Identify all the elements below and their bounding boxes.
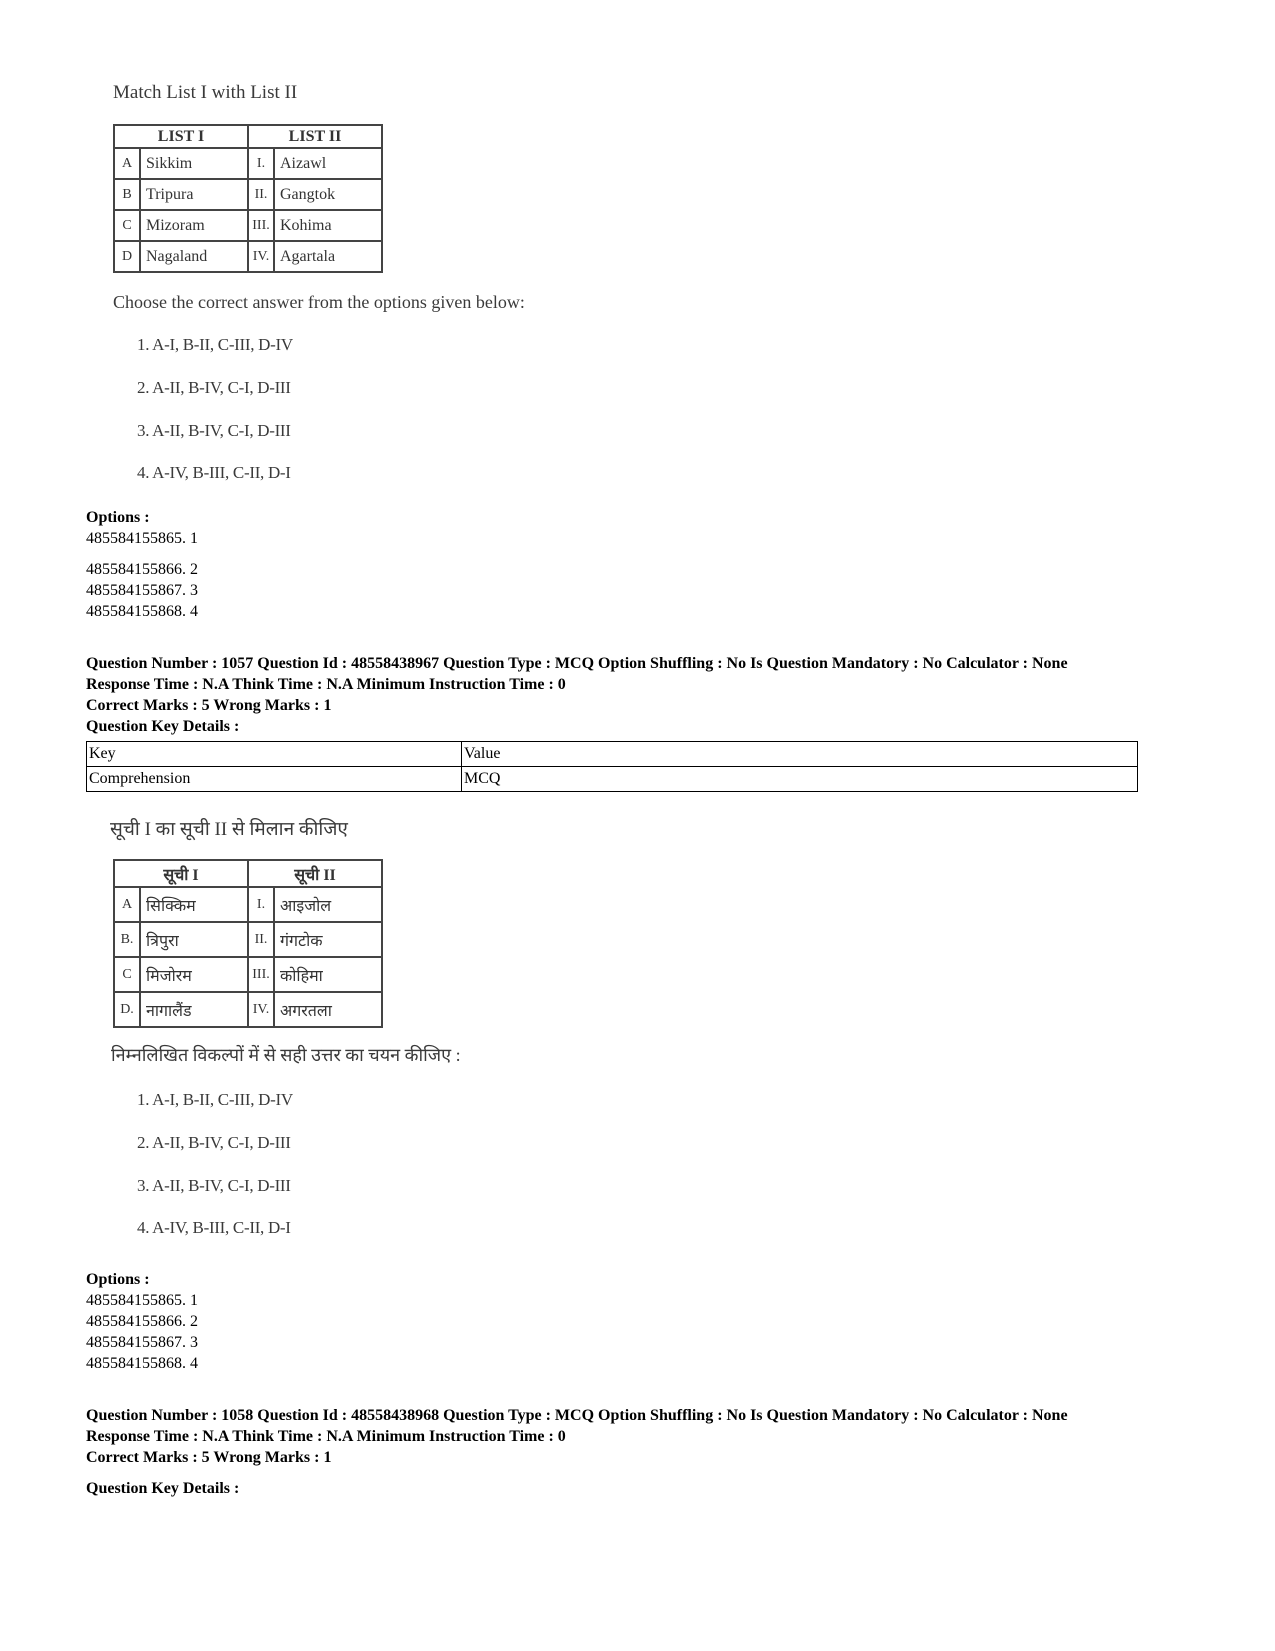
image-option-4: 4. A-IV, B-III, C-II, D-I bbox=[137, 463, 291, 482]
list1-item: नागालैंड bbox=[140, 992, 248, 1027]
option-item: 485584155866. 2 bbox=[86, 561, 198, 578]
key-cell: Comprehension bbox=[87, 767, 462, 792]
list2-item: आइजोल bbox=[274, 887, 382, 922]
list2-item: अगरतला bbox=[274, 992, 382, 1027]
option-item: 485584155866. 2 bbox=[86, 1313, 198, 1330]
question-time-line: Response Time : N.A Think Time : N.A Minimum Instruction Time : 0 bbox=[86, 1428, 566, 1445]
image-option-3: 3. A-II, B-IV, C-I, D-III bbox=[137, 421, 291, 440]
list2-item: Gangtok bbox=[274, 179, 382, 210]
match-table bbox=[113, 124, 383, 273]
list1-item: त्रिपुरा bbox=[140, 922, 248, 957]
row-letter: D bbox=[114, 241, 140, 272]
row-numeral: IV. bbox=[248, 241, 274, 272]
row-letter: C bbox=[114, 210, 140, 241]
row-numeral: II. bbox=[248, 179, 274, 210]
option-item: 485584155868. 4 bbox=[86, 1355, 198, 1372]
table-row bbox=[114, 922, 382, 957]
row-numeral: II. bbox=[248, 922, 274, 957]
question-image-title: Match List I with List II bbox=[113, 82, 298, 103]
image-option-3: 3. A-II, B-IV, C-I, D-III bbox=[137, 1176, 291, 1195]
row-letter: A bbox=[114, 887, 140, 922]
table-row bbox=[114, 887, 382, 922]
question-time-line: Response Time : N.A Think Time : N.A Minimum Instruction Time : 0 bbox=[86, 676, 566, 693]
table-row bbox=[114, 957, 382, 992]
image-option-1: 1. A-I, B-II, C-III, D-IV bbox=[137, 335, 293, 354]
option-item: 485584155867. 3 bbox=[86, 582, 198, 599]
list1-header: सूची I bbox=[114, 860, 248, 887]
row-numeral: III. bbox=[248, 957, 274, 992]
question-marks-line: Correct Marks : 5 Wrong Marks : 1 bbox=[86, 1449, 332, 1466]
row-letter: A bbox=[114, 148, 140, 179]
list1-header: LIST I bbox=[114, 125, 248, 148]
table-row bbox=[114, 992, 382, 1027]
table-row bbox=[87, 742, 1138, 767]
choose-instruction: Choose the correct answer from the options given below: bbox=[113, 292, 525, 312]
image-option-4: 4. A-IV, B-III, C-II, D-I bbox=[137, 1218, 291, 1237]
row-letter: B bbox=[114, 179, 140, 210]
question-image-title: सूची I का सूची II से मिलान कीजिए bbox=[110, 819, 348, 840]
row-numeral: III. bbox=[248, 210, 274, 241]
list1-item: Nagaland bbox=[140, 241, 248, 272]
list1-item: सिक्किम bbox=[140, 887, 248, 922]
list2-header: LIST II bbox=[248, 125, 382, 148]
question-marks-line: Correct Marks : 5 Wrong Marks : 1 bbox=[86, 697, 332, 714]
options-label: Options : bbox=[86, 1271, 150, 1288]
list2-item: Aizawl bbox=[274, 148, 382, 179]
value-cell: MCQ bbox=[462, 767, 1138, 792]
image-option-1: 1. A-I, B-II, C-III, D-IV bbox=[137, 1090, 293, 1109]
row-letter: D. bbox=[114, 992, 140, 1027]
row-letter: B. bbox=[114, 922, 140, 957]
match-table bbox=[113, 859, 383, 1028]
image-option-2: 2. A-II, B-IV, C-I, D-III bbox=[137, 378, 291, 397]
list2-item: Kohima bbox=[274, 210, 382, 241]
table-row bbox=[114, 241, 382, 272]
question-key-details-label: Question Key Details : bbox=[86, 718, 240, 735]
key-details-table bbox=[86, 741, 1138, 792]
list1-item: Mizoram bbox=[140, 210, 248, 241]
row-numeral: I. bbox=[248, 887, 274, 922]
table-row bbox=[114, 148, 382, 179]
row-letter: C bbox=[114, 957, 140, 992]
image-option-2: 2. A-II, B-IV, C-I, D-III bbox=[137, 1133, 291, 1152]
value-header: Value bbox=[462, 742, 1138, 767]
option-item: 485584155867. 3 bbox=[86, 1334, 198, 1351]
row-numeral: I. bbox=[248, 148, 274, 179]
list2-item: Agartala bbox=[274, 241, 382, 272]
option-item: 485584155868. 4 bbox=[86, 603, 198, 620]
option-item: 485584155865. 1 bbox=[86, 1292, 198, 1309]
list2-item: गंगटोक bbox=[274, 922, 382, 957]
row-numeral: IV. bbox=[248, 992, 274, 1027]
table-row bbox=[87, 767, 1138, 792]
question-meta-line: Question Number : 1057 Question Id : 48558438967 Question Type : MCQ Option Shuffling : No Is Question Mandatory : No Calculator : None bbox=[86, 655, 1068, 672]
list1-item: Sikkim bbox=[140, 148, 248, 179]
list1-item: मिजोरम bbox=[140, 957, 248, 992]
table-row bbox=[114, 210, 382, 241]
options-label: Options : bbox=[86, 509, 150, 526]
choose-instruction: निम्नलिखित विकल्पों में से सही उत्तर का चयन कीजिए : bbox=[111, 1045, 461, 1065]
list1-item: Tripura bbox=[140, 179, 248, 210]
question-meta-line: Question Number : 1058 Question Id : 48558438968 Question Type : MCQ Option Shuffling : No Is Question Mandatory : No Calculator : None bbox=[86, 1407, 1068, 1424]
key-header: Key bbox=[87, 742, 462, 767]
question-key-details-label: Question Key Details : bbox=[86, 1480, 240, 1497]
option-item: 485584155865. 1 bbox=[86, 530, 198, 547]
table-row bbox=[114, 179, 382, 210]
list2-item: कोहिमा bbox=[274, 957, 382, 992]
list2-header: सूची II bbox=[248, 860, 382, 887]
